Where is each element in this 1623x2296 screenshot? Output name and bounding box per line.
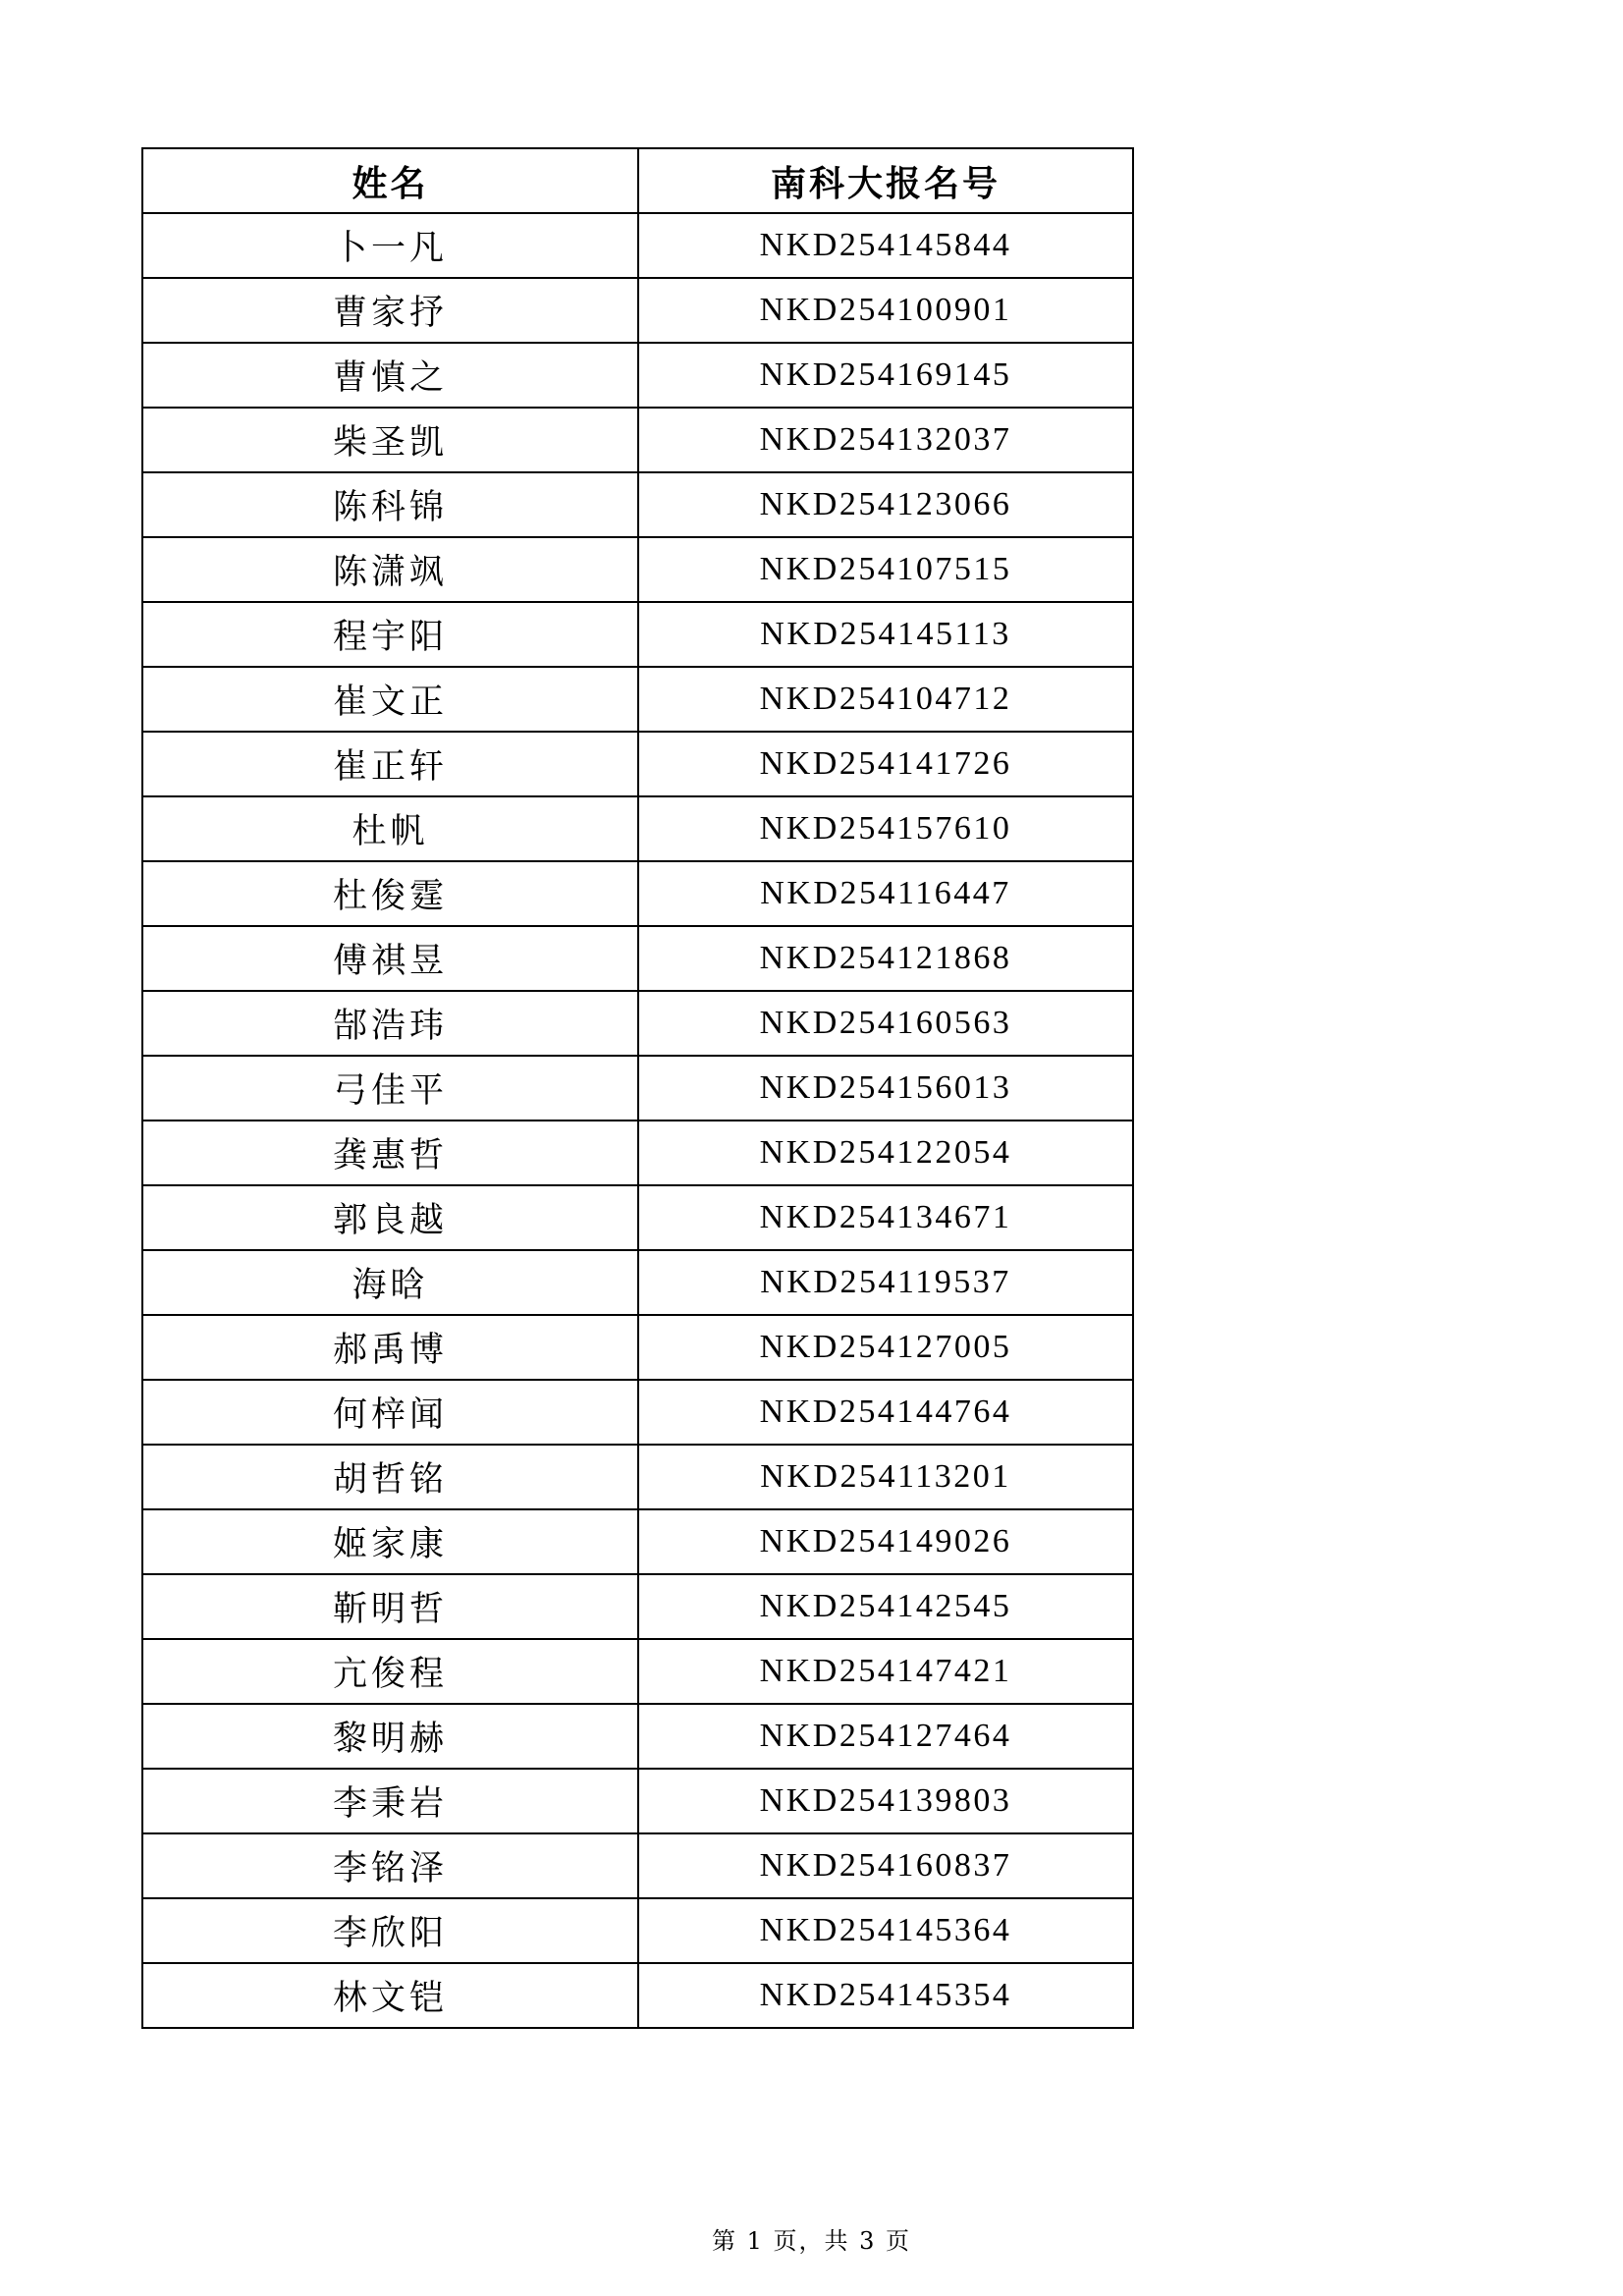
table-row	[142, 926, 1133, 991]
table-row	[142, 1250, 1133, 1315]
cell-name: 陈潇飒	[142, 537, 638, 602]
cell-registration-no: NKD254107515	[638, 537, 1133, 602]
cell-registration-no: NKD254121868	[638, 926, 1133, 991]
header-registration-no: 南科大报名号	[638, 148, 1133, 213]
cell-name: 郭良越	[142, 1185, 638, 1250]
page-footer: 第 1 页，共 3 页	[711, 2227, 912, 2255]
cell-registration-no: NKD254145113	[638, 602, 1133, 667]
cell-registration-no: NKD254145844	[638, 213, 1133, 278]
cell-registration-no: NKD254144764	[638, 1380, 1133, 1445]
cell-name: 郝禹博	[142, 1315, 638, 1380]
table-row	[142, 472, 1133, 537]
header-name: 姓名	[142, 148, 638, 213]
table-row	[142, 861, 1133, 926]
cell-name: 杜帆	[142, 796, 638, 861]
registration-table	[141, 147, 1134, 2029]
cell-registration-no: NKD254157610	[638, 796, 1133, 861]
cell-registration-no: NKD254149026	[638, 1509, 1133, 1574]
cell-name: 柴圣凯	[142, 408, 638, 472]
table-body	[142, 213, 1133, 2028]
table-row	[142, 1380, 1133, 1445]
cell-name: 靳明哲	[142, 1574, 638, 1639]
cell-registration-no: NKD254160837	[638, 1833, 1133, 1898]
cell-registration-no: NKD254142545	[638, 1574, 1133, 1639]
table-row	[142, 1769, 1133, 1833]
cell-registration-no: NKD254141726	[638, 732, 1133, 796]
table-row	[142, 1445, 1133, 1509]
cell-registration-no: NKD254113201	[638, 1445, 1133, 1509]
table-row	[142, 408, 1133, 472]
cell-registration-no: NKD254156013	[638, 1056, 1133, 1121]
cell-registration-no: NKD254127005	[638, 1315, 1133, 1380]
cell-name: 傅祺昱	[142, 926, 638, 991]
cell-name: 林文铠	[142, 1963, 638, 2028]
cell-name: 龚惠哲	[142, 1121, 638, 1185]
table-row	[142, 1121, 1133, 1185]
cell-name: 李铭泽	[142, 1833, 638, 1898]
table-row	[142, 1574, 1133, 1639]
table-row	[142, 1833, 1133, 1898]
table-header-row	[142, 148, 1133, 213]
table-row	[142, 796, 1133, 861]
cell-registration-no: NKD254145354	[638, 1963, 1133, 2028]
table-row	[142, 1185, 1133, 1250]
table-row	[142, 1315, 1133, 1380]
table-row	[142, 278, 1133, 343]
table-row	[142, 537, 1133, 602]
cell-name: 姬家康	[142, 1509, 638, 1574]
cell-registration-no: NKD254134671	[638, 1185, 1133, 1250]
table-row	[142, 343, 1133, 408]
cell-name: 黎明赫	[142, 1704, 638, 1769]
cell-registration-no: NKD254160563	[638, 991, 1133, 1056]
table-row	[142, 732, 1133, 796]
cell-registration-no: NKD254147421	[638, 1639, 1133, 1704]
table-row	[142, 1509, 1133, 1574]
cell-name: 何梓闻	[142, 1380, 638, 1445]
table-row	[142, 1898, 1133, 1963]
cell-name: 卜一凡	[142, 213, 638, 278]
cell-name: 胡哲铭	[142, 1445, 638, 1509]
cell-name: 弓佳平	[142, 1056, 638, 1121]
cell-registration-no: NKD254139803	[638, 1769, 1133, 1833]
cell-name: 陈科锦	[142, 472, 638, 537]
cell-name: 李欣阳	[142, 1898, 638, 1963]
cell-name: 杜俊霆	[142, 861, 638, 926]
cell-name: 海晗	[142, 1250, 638, 1315]
cell-name: 李秉岩	[142, 1769, 638, 1833]
cell-registration-no: NKD254116447	[638, 861, 1133, 926]
table-row	[142, 667, 1133, 732]
cell-registration-no: NKD254104712	[638, 667, 1133, 732]
cell-registration-no: NKD254100901	[638, 278, 1133, 343]
table-row	[142, 1639, 1133, 1704]
table-row	[142, 1704, 1133, 1769]
cell-registration-no: NKD254122054	[638, 1121, 1133, 1185]
cell-registration-no: NKD254169145	[638, 343, 1133, 408]
cell-name: 崔正轩	[142, 732, 638, 796]
cell-name: 程宇阳	[142, 602, 638, 667]
table-row	[142, 991, 1133, 1056]
cell-name: 郜浩玮	[142, 991, 638, 1056]
table-row	[142, 1056, 1133, 1121]
cell-name: 亢俊程	[142, 1639, 638, 1704]
cell-name: 崔文正	[142, 667, 638, 732]
cell-registration-no: NKD254123066	[638, 472, 1133, 537]
cell-name: 曹家抒	[142, 278, 638, 343]
cell-registration-no: NKD254145364	[638, 1898, 1133, 1963]
cell-registration-no: NKD254132037	[638, 408, 1133, 472]
table-row	[142, 1963, 1133, 2028]
table-row	[142, 213, 1133, 278]
cell-registration-no: NKD254127464	[638, 1704, 1133, 1769]
cell-name: 曹慎之	[142, 343, 638, 408]
table-row	[142, 602, 1133, 667]
cell-registration-no: NKD254119537	[638, 1250, 1133, 1315]
